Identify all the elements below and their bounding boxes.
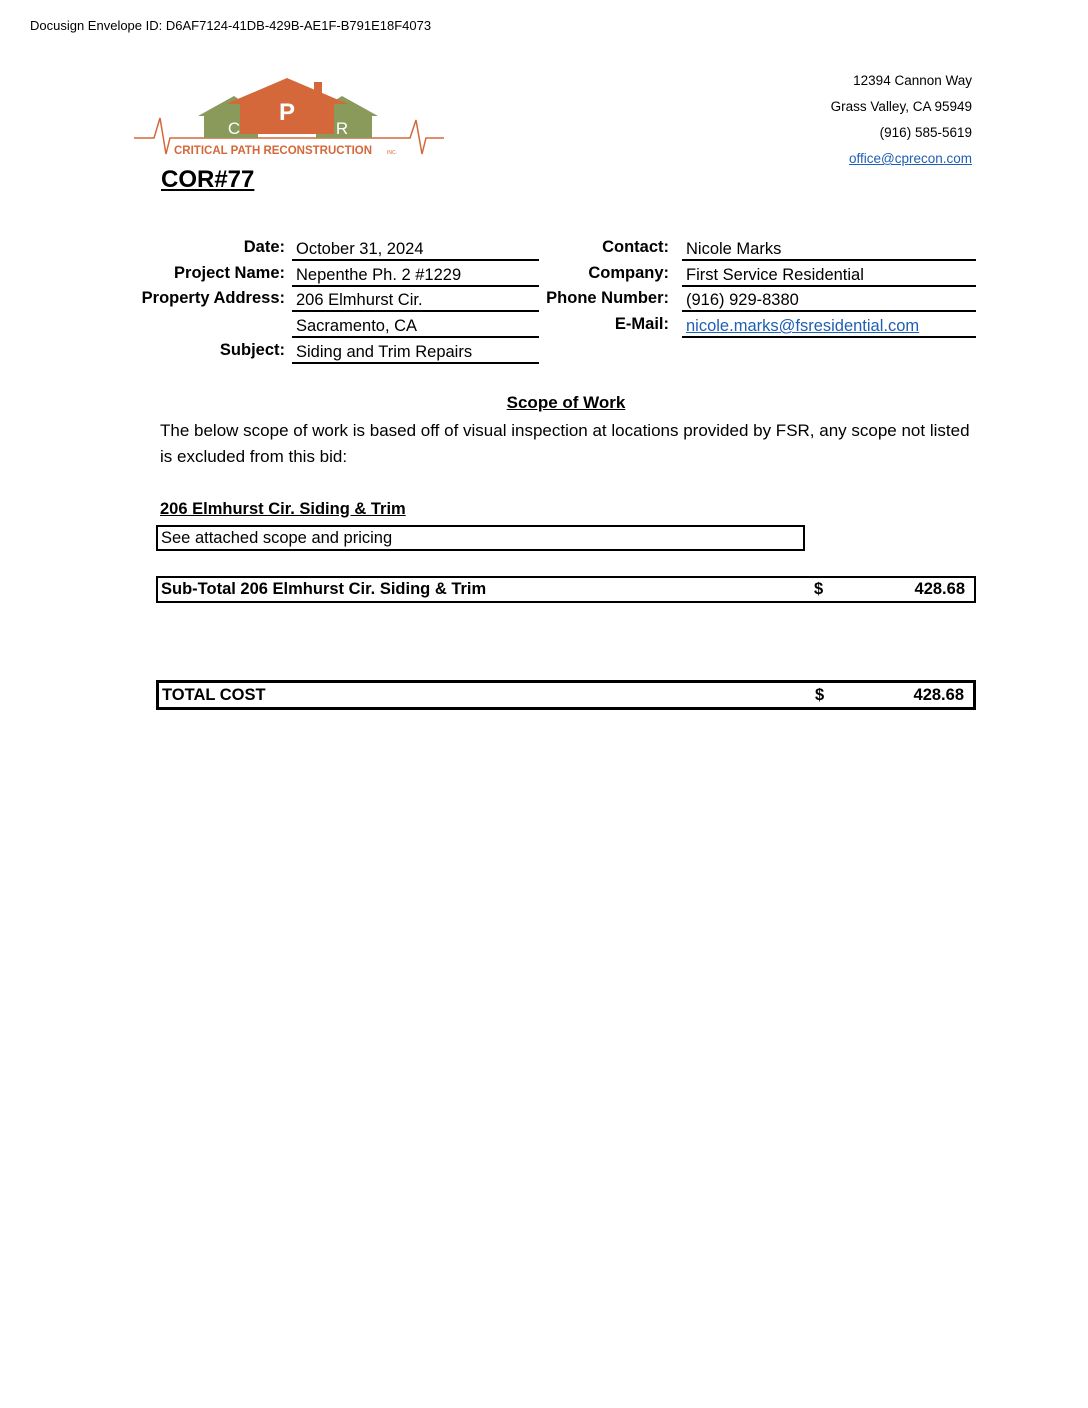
subject-label: Subject: (219, 341, 285, 359)
contact-value: Nicole Marks (682, 238, 976, 261)
company-phone: (916) 585-5619 (879, 125, 972, 140)
subtotal-amount: 428.68 (914, 580, 965, 598)
company-city: Grass Valley, CA 95949 (830, 99, 972, 114)
logo-letter-p: P (278, 99, 296, 126)
total-label: TOTAL COST (162, 686, 266, 704)
company-label: Company: (588, 264, 669, 282)
cor-number: COR#77 (161, 166, 255, 193)
logo-letter-r: R (335, 119, 349, 138)
docusign-envelope-id: Docusign Envelope ID: D6AF7124-41DB-429B-AE1F-B791E18F4073 (30, 18, 432, 33)
address-line1: 206 Elmhurst Cir. (292, 289, 539, 312)
company-value: First Service Residential (682, 264, 976, 287)
scope-description: The below scope of work is based off of visual inspection at locations provided by FSR, any scope not listed is excluded from this bid: (160, 421, 970, 466)
contact-email-link[interactable]: nicole.marks@fsresidential.com (686, 317, 920, 335)
total-amount: 428.68 (913, 686, 964, 704)
phone-label: Phone Number: (546, 289, 669, 307)
scope-title: Scope of Work (506, 393, 626, 412)
total-currency: $ (815, 686, 825, 704)
company-logo (134, 76, 444, 160)
date-value: October 31, 2024 (292, 238, 539, 261)
phone-value: (916) 929-8380 (682, 289, 976, 312)
company-contact-block (831, 68, 972, 172)
project-value: Nepenthe Ph. 2 #1229 (292, 264, 539, 287)
company-email-link[interactable]: office@cprecon.com (848, 151, 972, 166)
company-street: 12394 Cannon Way (853, 73, 972, 88)
address-label: Property Address: (141, 289, 285, 307)
subtotal-row (156, 576, 976, 603)
scope-section-title: 206 Elmhurst Cir. Siding & Trim (160, 500, 406, 518)
email-value (682, 315, 976, 338)
logo-letter-c: C (227, 119, 241, 138)
total-row (156, 680, 976, 710)
address-line2: Sacramento, CA (292, 315, 539, 338)
email-label: E-Mail: (614, 315, 669, 333)
scope-item: See attached scope and pricing (156, 525, 805, 551)
project-label: Project Name: (174, 264, 285, 282)
subtotal-label: Sub-Total 206 Elmhurst Cir. Siding & Trim (161, 580, 487, 598)
logo-company-name: CRITICAL PATH RECONSTRUCTION (174, 145, 373, 157)
subject-value: Siding and Trim Repairs (292, 341, 539, 364)
subtotal-currency: $ (814, 580, 824, 598)
logo-company-suffix: INC. (387, 150, 397, 156)
contact-label: Contact: (602, 238, 669, 256)
date-label: Date: (243, 238, 285, 256)
